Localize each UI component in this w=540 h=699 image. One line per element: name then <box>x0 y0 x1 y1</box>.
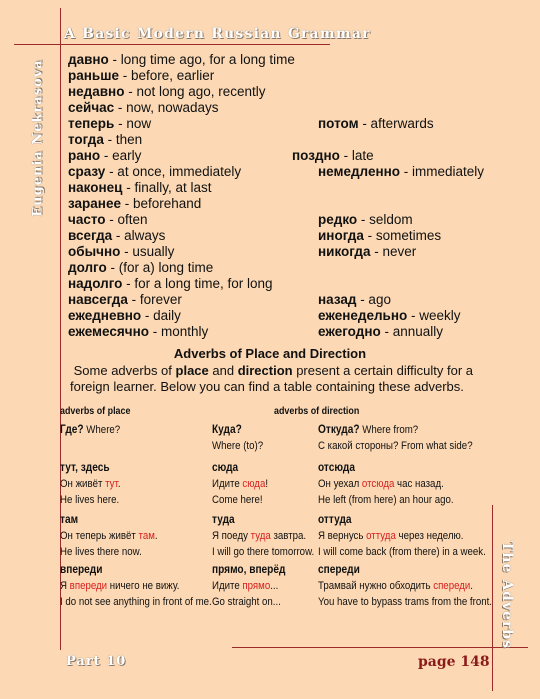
adverb-meaning: - early <box>100 148 142 163</box>
adverb-meaning: - weekly <box>407 308 461 323</box>
adverb-meaning: - daily <box>141 308 181 323</box>
highlighted-adverb: сюда <box>242 478 266 490</box>
table-head-place: adverbs of place <box>60 405 131 417</box>
time-adverb-left-item <box>68 84 266 100</box>
adverb-word: редко <box>318 212 358 227</box>
adverb-word: недавно <box>68 84 125 99</box>
time-adverb-left-item <box>68 116 151 132</box>
highlighted-adverb: тут <box>105 478 118 490</box>
adverb-word: еженедельно <box>318 308 408 323</box>
example-translation: I will come back (from there) in a week. <box>318 546 486 558</box>
adverb-meaning: - before, earlier <box>118 68 215 83</box>
adverb-meaning: - always <box>112 228 166 243</box>
table-cell <box>212 512 328 560</box>
time-adverb-left-item <box>68 324 208 340</box>
example-translation: Go straight on... <box>212 596 281 608</box>
example-russian: Трамвай нужно обходить спереди. <box>318 580 474 592</box>
adverb-meaning: - seldom <box>357 212 413 227</box>
table-cell <box>318 512 509 560</box>
table-head-direction: adverbs of direction <box>274 405 360 417</box>
time-adverb-left-item <box>68 132 142 148</box>
chapter-name: The Adverbs <box>499 540 515 650</box>
adverb-word: теперь <box>68 116 115 131</box>
example-translation: Where (to)? <box>212 440 264 452</box>
table-cell <box>318 562 516 610</box>
table-adverb: Куда? <box>212 424 242 436</box>
highlighted-adverb: оттуда <box>366 530 396 542</box>
example-translation: He left (from here) an hour ago. <box>318 494 454 506</box>
adverb-meaning: - late <box>339 148 374 163</box>
adverb-word: ежедневно <box>68 308 142 323</box>
adverb-word: сразу <box>68 164 106 179</box>
adverb-meaning: - finally, at last <box>122 180 212 195</box>
example-russian: Я поеду туда завтра. <box>212 530 307 542</box>
highlighted-adverb: впереди <box>69 580 108 592</box>
time-adverb-right-item <box>318 244 416 260</box>
example-russian: Идите сюда! <box>212 478 269 490</box>
table-adverb: сюда <box>212 462 239 474</box>
table-adverb: тут, здесь <box>60 462 110 474</box>
table-cell <box>60 460 129 508</box>
example-russian: Он теперь живёт там. <box>60 530 158 542</box>
example-translation: Come here! <box>212 494 263 506</box>
table-cell <box>212 562 295 610</box>
footer-page-number: page 148 <box>418 654 490 670</box>
example-translation: You have to bypass trams from the front. <box>318 596 492 608</box>
example-translation: С какой стороны? From what side? <box>318 440 473 452</box>
adverb-meaning: - now <box>114 116 152 131</box>
adverb-meaning: - annually <box>380 324 444 339</box>
table-adverb: оттуда <box>318 514 352 526</box>
adverb-word: поздно <box>292 148 340 163</box>
adverb-word: ежемесячно <box>68 324 149 339</box>
adverb-word: всегда <box>68 228 113 243</box>
highlighted-adverb: там <box>138 530 155 542</box>
time-adverb-left-item <box>68 244 174 260</box>
adverb-meaning: - for a long time, for long <box>122 276 273 291</box>
example-translation: I do not see anything in front of me. <box>60 596 212 608</box>
example-russian: Я впереди ничего не вижу. <box>60 580 180 592</box>
adverb-meaning: - at once, immediately <box>105 164 242 179</box>
table-adverb: Где? <box>60 424 84 436</box>
adverb-meaning: - then <box>103 132 143 147</box>
author-name: Eugenia Nekrasova <box>30 59 46 217</box>
adverb-word: назад <box>318 292 357 307</box>
time-adverb-right-item <box>318 228 441 244</box>
time-adverb-left-item <box>68 212 148 228</box>
table-cell: Откуда? Where from? С какой стороны? From what side? <box>318 424 473 452</box>
adverb-word: заранее <box>68 196 121 211</box>
example-translation: He lives here. <box>60 494 120 506</box>
adverb-word: ежегодно <box>318 324 381 339</box>
adverb-word: немедленно <box>318 164 401 179</box>
section-intro: Some adverbs of place and direction present a certain difficulty for a foreign learner. Below you can find a table containing these adverbs. <box>70 363 474 394</box>
table-cell <box>318 460 472 508</box>
table-adverb: туда <box>212 514 235 526</box>
time-adverb-right-item <box>318 292 391 308</box>
frame-line-top <box>14 44 330 45</box>
time-adverb-left-item <box>68 292 182 308</box>
adverb-meaning: - afterwards <box>358 116 434 131</box>
example-russian: Я вернусь оттуда через неделю. <box>318 530 464 542</box>
time-adverb-left-item <box>68 148 141 164</box>
table-cell: Где? Where? <box>60 424 121 436</box>
frame-line-bottom <box>232 647 528 648</box>
adverb-word: надолго <box>68 276 123 291</box>
highlighted-adverb: спереди <box>433 580 471 592</box>
example-translation: He lives there now. <box>60 546 142 558</box>
adverb-meaning: - never <box>370 244 417 259</box>
adverb-meaning: - not long ago, recently <box>124 84 266 99</box>
adverb-word: долго <box>68 260 107 275</box>
adverb-word: сейчас <box>68 100 115 115</box>
time-adverb-left-item <box>68 52 295 68</box>
time-adverb-left-item <box>68 260 213 276</box>
adverb-word: обычно <box>68 244 121 259</box>
adverb-word: никогда <box>318 244 371 259</box>
adverb-meaning: - forever <box>127 292 182 307</box>
adverb-meaning: - now, nowadays <box>114 100 219 115</box>
adverb-word: рано <box>68 148 101 163</box>
adverb-meaning: - usually <box>120 244 175 259</box>
example-translation: I will go there tomorrow. <box>212 546 315 558</box>
adverb-meaning: - ago <box>356 292 391 307</box>
adverb-word: потом <box>318 116 359 131</box>
time-adverb-left-item <box>68 180 211 196</box>
table-adverb: спереди <box>318 564 360 576</box>
highlighted-adverb: отсюда <box>361 478 395 490</box>
adverb-word: давно <box>68 52 109 67</box>
table-adverb: прямо, вперёд <box>212 564 286 576</box>
highlighted-adverb: прямо <box>242 580 271 592</box>
adverb-word: наконец <box>68 180 123 195</box>
table-cell <box>212 422 270 454</box>
time-adverb-right-item <box>292 148 374 164</box>
table-adverb: Откуда? <box>318 424 360 436</box>
adverb-meaning: - often <box>105 212 148 227</box>
time-adverb-left-item <box>68 196 201 212</box>
adverb-word: раньше <box>68 68 119 83</box>
highlighted-adverb: туда <box>250 530 271 542</box>
table-cell <box>212 460 276 508</box>
time-adverb-right-item <box>318 324 443 340</box>
time-adverb-right-item <box>318 212 413 228</box>
time-adverb-right-item <box>318 164 484 180</box>
adverb-meaning: - (for a) long time <box>106 260 214 275</box>
table-cell <box>60 512 171 560</box>
example-russian: Идите прямо... <box>212 580 279 592</box>
time-adverb-left-item <box>68 164 241 180</box>
table-adverb: впереди <box>60 564 103 576</box>
adverb-word: иногда <box>318 228 364 243</box>
adverb-meaning: - immediately <box>400 164 485 179</box>
example-russian: Он уехал отсюда час назад. <box>318 478 444 490</box>
table-adverb: отсюда <box>318 462 355 474</box>
section-title: Adverbs of Place and Direction <box>173 346 367 361</box>
time-adverb-left-item <box>68 308 181 324</box>
adverb-meaning: - monthly <box>149 324 209 339</box>
time-adverb-right-item <box>318 116 434 132</box>
table-adverb: там <box>60 514 79 526</box>
adverb-meaning: - beforehand <box>120 196 202 211</box>
adverb-word: тогда <box>68 132 104 147</box>
adverb-word: навсегда <box>68 292 128 307</box>
time-adverb-left-item <box>68 276 273 292</box>
page-header-title: A Basic Modern Russian Grammar <box>64 26 371 42</box>
time-adverb-right-item <box>318 308 461 324</box>
adverb-meaning: - long time ago, for a long time <box>108 52 295 67</box>
example-russian: Он живёт тут. <box>60 478 121 490</box>
time-adverb-left-item <box>68 100 218 116</box>
footer-part: Part 10 <box>66 654 127 669</box>
table-cell <box>60 562 232 610</box>
time-adverb-left-item <box>68 68 214 84</box>
adverb-meaning: - sometimes <box>363 228 442 243</box>
time-adverb-left-item <box>68 228 165 244</box>
adverb-word: часто <box>68 212 106 227</box>
